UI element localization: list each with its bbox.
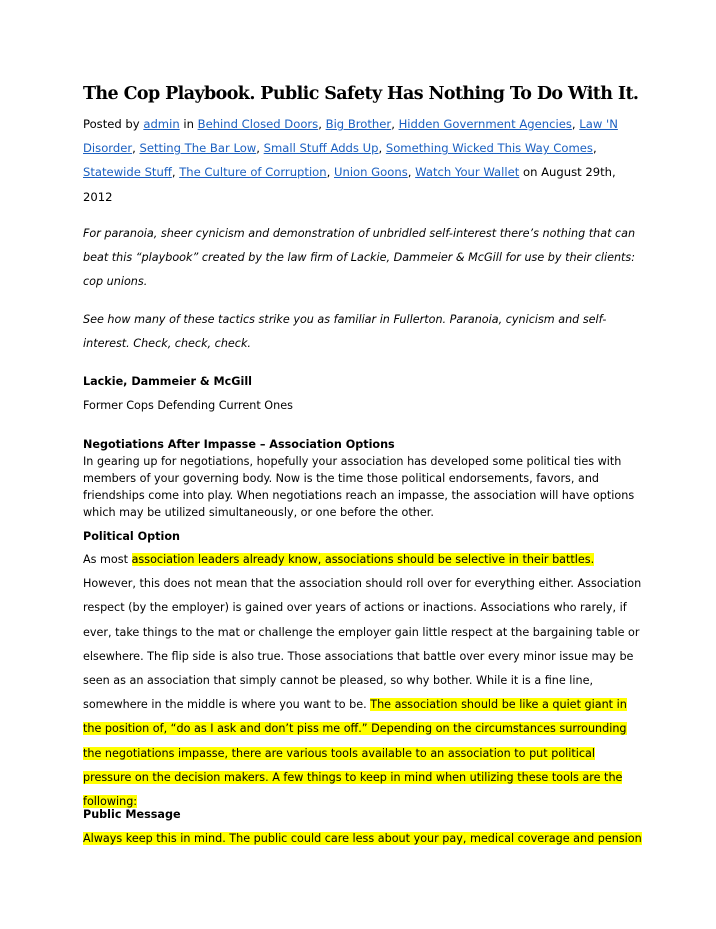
category-link[interactable]: Statewide Stuff — [83, 165, 172, 180]
post-date: on August 29th, 2012 — [83, 165, 616, 204]
highlighted-text: association leaders already know, associations should be selective in their battles. — [131, 553, 595, 566]
category-link[interactable]: Hidden Government Agencies — [398, 117, 572, 131]
negotiations-heading: Negotiations After Impasse – Association Options — [83, 438, 395, 451]
category-link[interactable]: The Culture of Corruption — [179, 165, 327, 180]
post-meta: Posted by admin in Behind Closed Doors, Big Brother, Hidden Government Agencies, Law 'N Disorder, Setting The Bar Low, Small Stuff Adds Up, Something Wicked This Way Comes, Statewide Stuff, The Culture of Corruption, Union Goons, Watch Your Wallet on August 29th, 2012 — [83, 117, 618, 204]
political-body — [83, 548, 643, 814]
highlighted-text: Always keep this in mind. The public could care less about your pay, medical coverage and pension — [83, 832, 642, 845]
intro-paragraph-1: For paranoia, sheer cynicism and demonstration of unbridled self-interest there’s nothing that can beat this “playbook” created by the law firm of Lackie, Dammeier & McGill for use by their clients: cop unions. — [83, 227, 636, 289]
firm-name: Lackie, Dammeier & McGill — [83, 375, 252, 388]
category-link[interactable]: Something Wicked This Way Comes — [385, 141, 593, 156]
post-title: The Cop Playbook. Public Safety Has Nothing To Do With It. — [83, 84, 639, 104]
category-link[interactable]: Watch Your Wallet — [415, 165, 520, 180]
public-message-body — [83, 827, 643, 851]
intro-paragraph-2: See how many of these tactics strike you as familiar in Fullerton. Paranoia, cynicism and self-interest. Check, check, check. — [83, 313, 607, 351]
political-text: However, this does not mean that the association should roll over for everything either. Association respect (by the employer) is gained over years of actions or inactions. Associations who rarely, if ever, take things to the mat or challenge the employer gain little respect at the bargaining table or elsewhere. The flip side is also true. Those associations that battle over every minor issue may be seen as an association that simply cannot be pleased, so why bother. While it is a fine line, somewhere in the middle is where you want to be. — [83, 577, 642, 712]
political-text: As most — [83, 553, 132, 566]
negotiations-body: In gearing up for negotiations, hopefully your association has developed some political ties with members of your governing body. Now is the time those political endorsements, favors, and friendships come into play. When negotiations reach an impasse, the association will have options which may be utilized simultaneously, or one before the other. — [83, 455, 635, 519]
category-link[interactable]: Union Goons — [334, 165, 408, 180]
firm-tagline: Former Cops Defending Current Ones — [83, 399, 293, 412]
category-link[interactable]: Behind Closed Doors — [197, 117, 319, 131]
highlighted-text: The association should be like a quiet giant in the position of, “do as I ask and don’t piss me off.” Depending on the circumstances surrounding the negotiations impasse, there are various tools available to an association to put political pressure on the decision makers. A few things to keep in mind when utilizing these tools are the following: — [83, 698, 627, 809]
author-link[interactable]: admin — [143, 117, 180, 131]
posted-by-label: Posted by — [83, 117, 140, 131]
category-link[interactable]: Law 'N Disorder — [83, 117, 618, 156]
public-message-heading: Public Message — [83, 808, 181, 821]
category-link[interactable]: Big Brother — [325, 117, 392, 131]
in-label: in — [183, 117, 194, 131]
category-link[interactable]: Setting The Bar Low — [139, 141, 257, 156]
category-link[interactable]: Small Stuff Adds Up — [263, 141, 379, 156]
political-heading: Political Option — [83, 530, 181, 543]
